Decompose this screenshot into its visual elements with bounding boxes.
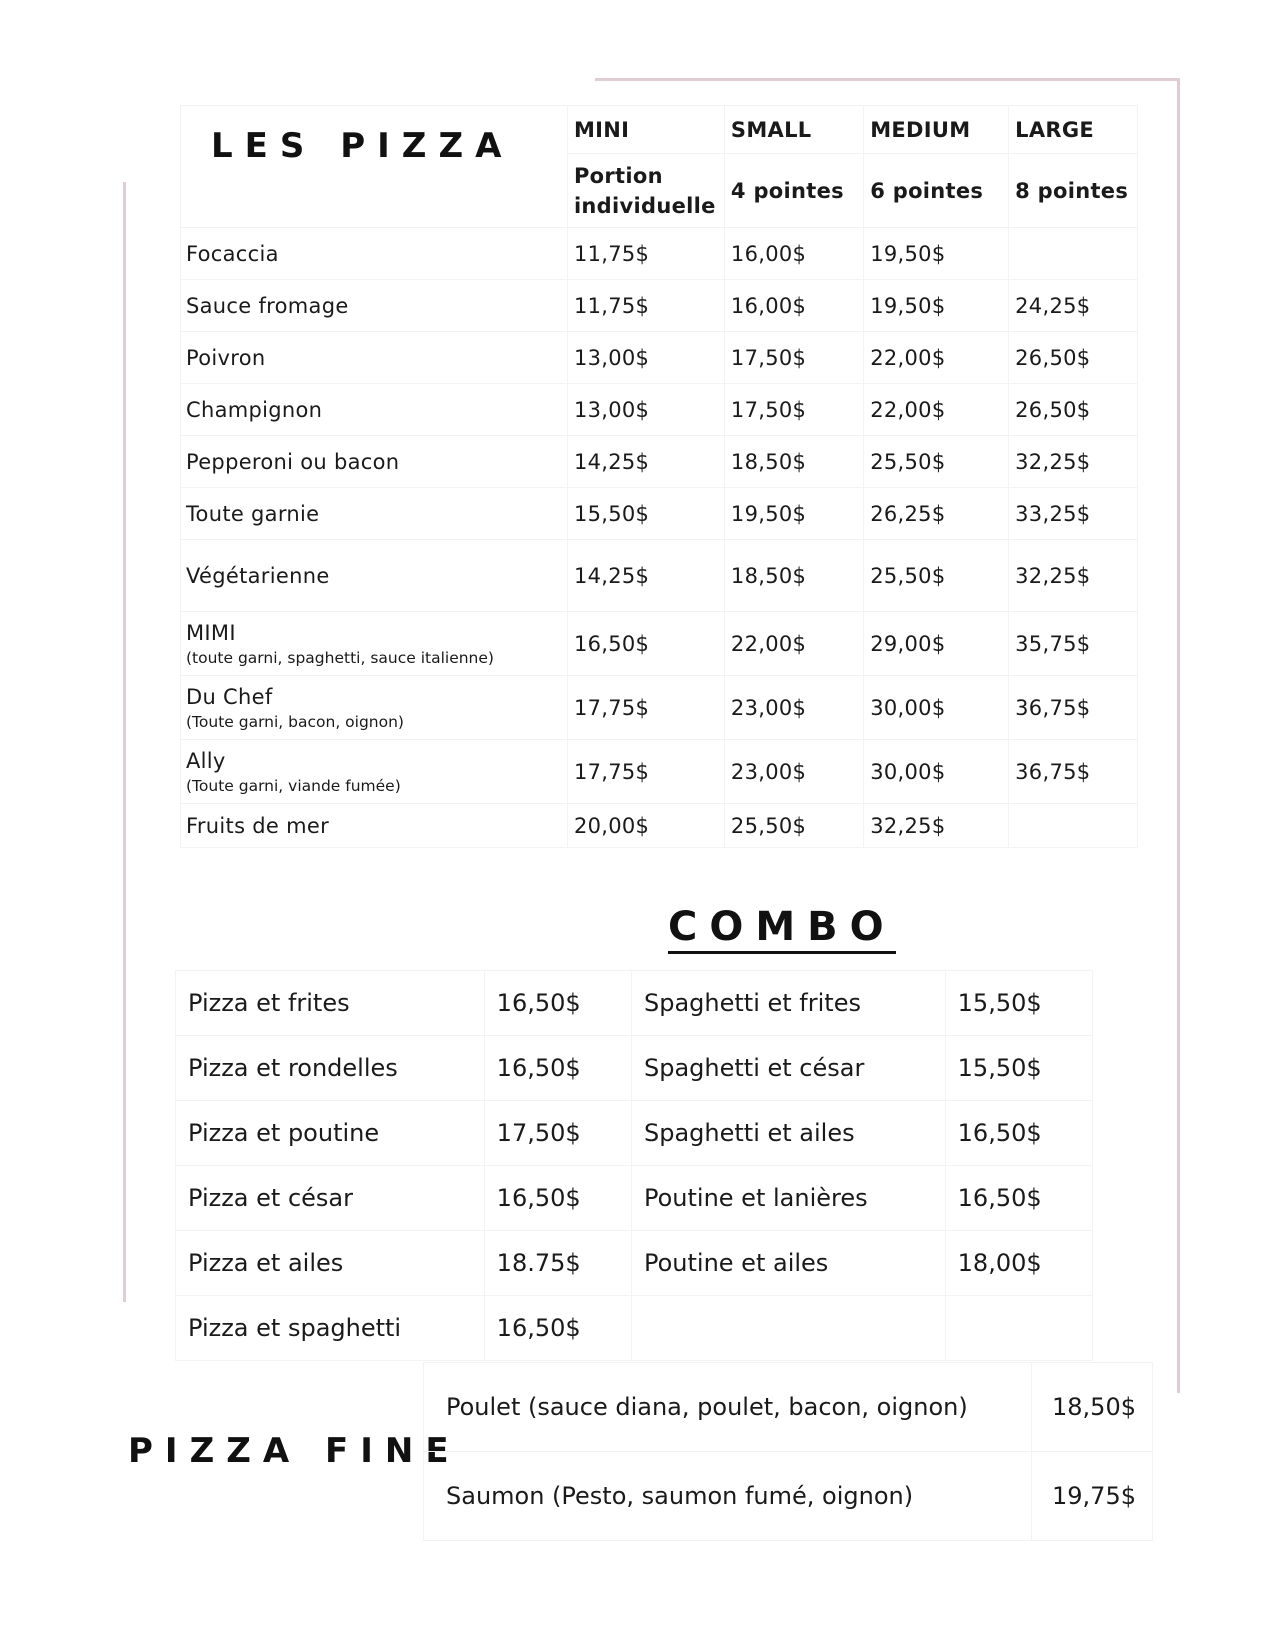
- pizza-price-medium: 25,50$: [864, 540, 1009, 612]
- pizza-name: Ally: [186, 748, 226, 773]
- pizza-price-small: 22,00$: [724, 612, 863, 676]
- combo-name: Spaghetti et césar: [631, 1036, 945, 1101]
- pizza-price-mini: 11,75$: [567, 280, 724, 332]
- pizza-price-large: 26,50$: [1009, 332, 1138, 384]
- pizza-row: [181, 488, 1138, 540]
- pizza-price-medium: 22,00$: [864, 332, 1009, 384]
- combo-name: Pizza et rondelles: [176, 1036, 485, 1101]
- pizza-name: Toute garnie: [186, 501, 320, 526]
- pizza-name-cell: [181, 804, 568, 848]
- pizza-price-medium: 29,00$: [864, 612, 1009, 676]
- pizza-row: [181, 740, 1138, 804]
- pizza-size-header-row: [181, 106, 1138, 154]
- pizza-price-small: 23,00$: [724, 740, 863, 804]
- combo-price-table: [175, 970, 1093, 1361]
- pizza-row: [181, 612, 1138, 676]
- pizza-name: Sauce fromage: [186, 293, 349, 318]
- pizza-price-mini: 17,75$: [567, 740, 724, 804]
- pizza-fine-price: 19,75$: [1032, 1452, 1153, 1541]
- pizza-row: [181, 676, 1138, 740]
- pizza-price-large: 36,75$: [1009, 676, 1138, 740]
- pizza-price-small: 17,50$: [724, 332, 863, 384]
- pizza-name-cell: [181, 540, 568, 612]
- pizza-name: Poivron: [186, 345, 266, 370]
- pizza-price-small: 17,50$: [724, 384, 863, 436]
- pizza-fine-price: 18,50$: [1032, 1363, 1153, 1452]
- pizza-fine-rows: [424, 1363, 1153, 1541]
- portion-header-medium: 6 pointes: [864, 154, 1009, 228]
- combo-price: 17,50$: [484, 1101, 631, 1166]
- pizza-section-title: LES PIZZA: [211, 126, 514, 166]
- pizza-price-mini: 14,25$: [567, 540, 724, 612]
- combo-name: Poutine et lanières: [631, 1166, 945, 1231]
- combo-price: 15,50$: [945, 1036, 1092, 1101]
- pizza-price-medium: 32,25$: [864, 804, 1009, 848]
- combo-name: Spaghetti et frites: [631, 971, 945, 1036]
- pizza-fine-row: [424, 1452, 1153, 1541]
- pizza-price-mini: 15,50$: [567, 488, 724, 540]
- pizza-price-small: 25,50$: [724, 804, 863, 848]
- combo-name: Pizza et frites: [176, 971, 485, 1036]
- pizza-price-small: 19,50$: [724, 488, 863, 540]
- pizza-row: [181, 804, 1138, 848]
- pizza-name-cell: [181, 332, 568, 384]
- decorative-line-left: [123, 182, 126, 1302]
- combo-price: 16,50$: [484, 1296, 631, 1361]
- pizza-price-large: 33,25$: [1009, 488, 1138, 540]
- pizza-name: Pepperoni ou bacon: [186, 449, 400, 474]
- pizza-section-cell: [181, 106, 568, 228]
- pizza-price-mini: 13,00$: [567, 384, 724, 436]
- pizza-price-medium: 19,50$: [864, 228, 1009, 280]
- combo-name: [631, 1296, 945, 1361]
- pizza-price-large: 32,25$: [1009, 540, 1138, 612]
- pizza-ingredients-note: (Toute garni, bacon, oignon): [186, 712, 404, 731]
- pizza-price-large: 32,25$: [1009, 436, 1138, 488]
- pizza-price-large: 35,75$: [1009, 612, 1138, 676]
- pizza-price-large: 26,50$: [1009, 384, 1138, 436]
- portion-header-small: 4 pointes: [724, 154, 863, 228]
- pizza-name-cell: [181, 280, 568, 332]
- combo-rows: [176, 971, 1093, 1361]
- combo-price: 15,50$: [945, 971, 1092, 1036]
- pizza-name-cell: [181, 740, 568, 804]
- pizza-name: MIMI: [186, 620, 236, 645]
- size-header-large: LARGE: [1009, 106, 1138, 154]
- pizza-price-mini: 13,00$: [567, 332, 724, 384]
- pizza-price-mini: 14,25$: [567, 436, 724, 488]
- portion-header-mini: Portion individuelle: [567, 154, 724, 228]
- combo-title: COMBO: [668, 905, 896, 954]
- pizza-name-cell: [181, 228, 568, 280]
- pizza-fine-name: Poulet (sauce diana, poulet, bacon, oignon): [424, 1363, 1032, 1452]
- pizza-price-medium: 19,50$: [864, 280, 1009, 332]
- decorative-line-top: [595, 78, 1179, 81]
- pizza-name: Fruits de mer: [186, 813, 330, 838]
- pizza-name-cell: [181, 384, 568, 436]
- combo-price: 16,50$: [484, 1166, 631, 1231]
- combo-name: Spaghetti et ailes: [631, 1101, 945, 1166]
- pizza-price-medium: 26,25$: [864, 488, 1009, 540]
- pizza-row: [181, 280, 1138, 332]
- combo-row: [176, 1296, 1093, 1361]
- pizza-fine-row: [424, 1363, 1153, 1452]
- pizza-price-medium: 25,50$: [864, 436, 1009, 488]
- combo-name: Pizza et césar: [176, 1166, 485, 1231]
- pizza-price-small: 16,00$: [724, 280, 863, 332]
- pizza-price-medium: 30,00$: [864, 740, 1009, 804]
- pizza-name-cell: [181, 612, 568, 676]
- pizza-price-mini: 20,00$: [567, 804, 724, 848]
- combo-name: Pizza et poutine: [176, 1101, 485, 1166]
- combo-price: 18,00$: [945, 1231, 1092, 1296]
- pizza-name-cell: [181, 436, 568, 488]
- pizza-price-large: [1009, 228, 1138, 280]
- combo-name: Poutine et ailes: [631, 1231, 945, 1296]
- pizza-price-mini: 11,75$: [567, 228, 724, 280]
- pizza-name: Végétarienne: [186, 563, 330, 588]
- pizza-name: Champignon: [186, 397, 323, 422]
- pizza-fine-table: [423, 1362, 1153, 1541]
- combo-name: Pizza et spaghetti: [176, 1296, 485, 1361]
- pizza-fine-title: PIZZA FINE: [128, 1431, 461, 1471]
- pizza-price-small: 18,50$: [724, 540, 863, 612]
- combo-name: Pizza et ailes: [176, 1231, 485, 1296]
- combo-price: [945, 1296, 1092, 1361]
- pizza-fine-name: Saumon (Pesto, saumon fumé, oignon): [424, 1452, 1032, 1541]
- pizza-price-large: 36,75$: [1009, 740, 1138, 804]
- pizza-price-mini: 17,75$: [567, 676, 724, 740]
- combo-row: [176, 1101, 1093, 1166]
- combo-row: [176, 971, 1093, 1036]
- size-header-medium: MEDIUM: [864, 106, 1009, 154]
- combo-price: 16,50$: [945, 1166, 1092, 1231]
- pizza-name: Focaccia: [186, 241, 279, 266]
- pizza-row: [181, 436, 1138, 488]
- pizza-price-small: 16,00$: [724, 228, 863, 280]
- pizza-row: [181, 384, 1138, 436]
- pizza-name-cell: [181, 488, 568, 540]
- pizza-price-large: [1009, 804, 1138, 848]
- pizza-price-large: 24,25$: [1009, 280, 1138, 332]
- pizza-price-medium: 22,00$: [864, 384, 1009, 436]
- combo-price: 16,50$: [945, 1101, 1092, 1166]
- pizza-price-small: 18,50$: [724, 436, 863, 488]
- pizza-ingredients-note: (Toute garni, viande fumée): [186, 776, 401, 795]
- size-header-mini: MINI: [567, 106, 724, 154]
- size-header-small: SMALL: [724, 106, 863, 154]
- combo-price: 16,50$: [484, 1036, 631, 1101]
- decorative-line-right: [1177, 78, 1180, 1393]
- pizza-rows: [181, 228, 1138, 848]
- pizza-name-cell: [181, 676, 568, 740]
- pizza-price-small: 23,00$: [724, 676, 863, 740]
- combo-price: 16,50$: [484, 971, 631, 1036]
- pizza-price-mini: 16,50$: [567, 612, 724, 676]
- portion-header-large: 8 pointes: [1009, 154, 1138, 228]
- pizza-price-medium: 30,00$: [864, 676, 1009, 740]
- pizza-ingredients-note: (toute garni, spaghetti, sauce italienne): [186, 648, 494, 667]
- pizza-row: [181, 332, 1138, 384]
- combo-row: [176, 1036, 1093, 1101]
- combo-row: [176, 1166, 1093, 1231]
- pizza-row: [181, 540, 1138, 612]
- combo-price: 18.75$: [484, 1231, 631, 1296]
- pizza-row: [181, 228, 1138, 280]
- combo-row: [176, 1231, 1093, 1296]
- pizza-price-table: [180, 105, 1138, 848]
- pizza-name: Du Chef: [186, 684, 273, 709]
